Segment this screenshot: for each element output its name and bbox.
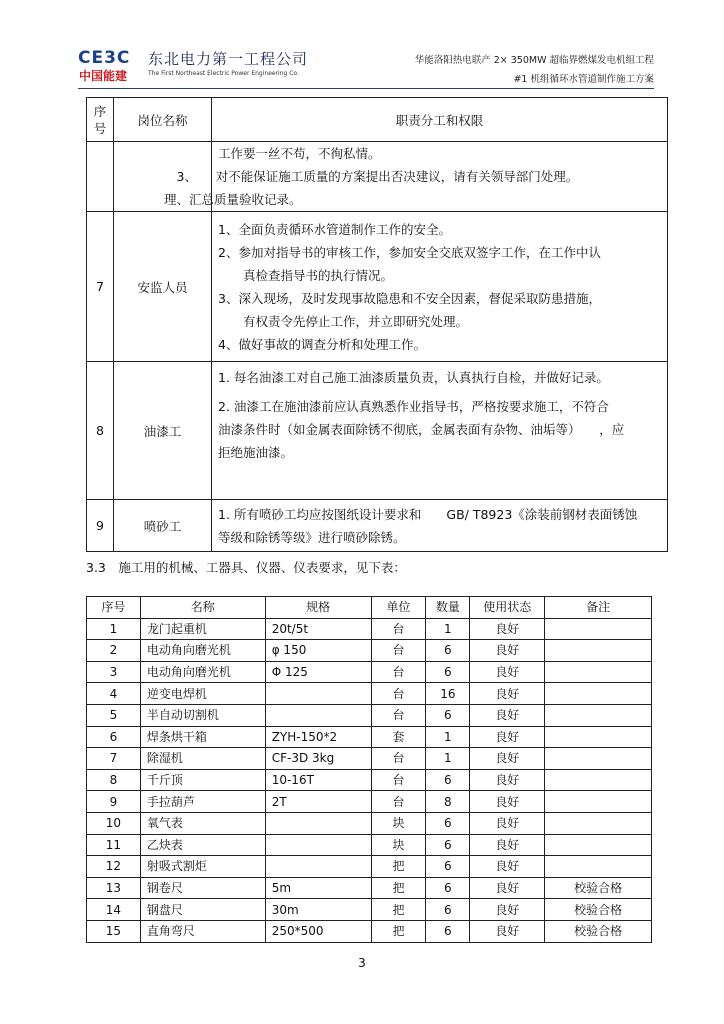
table-row <box>87 812 652 834</box>
equip-cell-status: 良好 <box>470 812 545 834</box>
duty-row-text <box>212 362 668 500</box>
table-row <box>87 683 652 705</box>
duty-line: 工作要一丝不苟，不徇私情。 <box>218 146 381 161</box>
equip-cell-remark <box>545 769 652 791</box>
equip-cell-remark <box>545 704 652 726</box>
duty-line: 等级和除锈等级》进行喷砂除锈。 <box>218 529 406 545</box>
equip-cell-no: 9 <box>87 791 141 813</box>
duty-line: 3、深入现场，及时发现事故隐患和不安全因素，督促采取防患措施， <box>218 290 601 306</box>
equip-cell-unit: 台 <box>371 748 426 770</box>
equip-cell-no: 7 <box>87 748 141 770</box>
equip-cell-no: 3 <box>87 661 141 683</box>
equip-cell-spec <box>265 683 371 705</box>
equip-cell-unit: 把 <box>371 856 426 878</box>
equip-cell-qty: 6 <box>426 899 470 921</box>
equip-cell-no: 11 <box>87 834 141 856</box>
table-row <box>87 791 652 813</box>
equip-cell-name: 除湿机 <box>140 748 265 770</box>
equip-header-status: 使用状态 <box>470 597 545 619</box>
equip-header-unit: 单位 <box>371 597 426 619</box>
equip-cell-unit: 把 <box>371 877 426 899</box>
duty-header-no: 序 号 <box>87 98 114 142</box>
equip-cell-unit: 台 <box>371 640 426 662</box>
equip-cell-spec: 30m <box>265 899 371 921</box>
equip-header-name: 名称 <box>140 597 265 619</box>
equip-cell-qty: 6 <box>426 812 470 834</box>
equip-cell-name: 手拉葫芦 <box>140 791 265 813</box>
duty-line: 有权责令先停止工作，并立即研究处理。 <box>218 313 469 329</box>
duty-line: 3、 对不能保证施工质量的方案提出否决建议，请有关领导部门处理。 <box>89 169 579 184</box>
table-row <box>87 704 652 726</box>
equip-cell-status: 良好 <box>470 920 545 942</box>
section-heading: 3.3 施工用的机械、工器具、仪器、仪表要求，见下表： <box>86 560 406 575</box>
duty-line: 真检查指导书的执行情况。 <box>218 267 394 283</box>
equip-cell-spec <box>265 812 371 834</box>
equip-cell-name: 焊条烘干箱 <box>140 726 265 748</box>
equip-cell-status: 良好 <box>470 704 545 726</box>
equip-cell-qty: 6 <box>426 661 470 683</box>
duty-row <box>87 362 668 500</box>
equip-cell-remark: 校验合格 <box>545 899 652 921</box>
duty-line: 拒绝施油漆。 <box>218 445 294 460</box>
document-title: #1 机组循环水管道制作施工方案 <box>513 74 654 85</box>
equip-cell-remark <box>545 683 652 705</box>
equip-cell-spec <box>265 704 371 726</box>
table-row <box>87 834 652 856</box>
equip-cell-status: 良好 <box>470 748 545 770</box>
duty-line: 2. 油漆工在施油漆前应认真熟悉作业指导书，严格按要求施工，不符合 <box>218 399 609 414</box>
table-row <box>87 661 652 683</box>
equip-cell-remark <box>545 856 652 878</box>
equip-header-remark: 备注 <box>545 597 652 619</box>
equip-cell-qty: 8 <box>426 791 470 813</box>
equip-header-qty: 数量 <box>426 597 470 619</box>
equip-cell-spec: 2T <box>265 791 371 813</box>
equip-cell-no: 4 <box>87 683 141 705</box>
equip-cell-status: 良好 <box>470 899 545 921</box>
equip-cell-name: 钢卷尺 <box>140 877 265 899</box>
equip-cell-unit: 把 <box>371 899 426 921</box>
equip-cell-unit: 台 <box>371 791 426 813</box>
duty-line: 1. 每名油漆工对自己施工油漆质量负责，认真执行自检，并做好记录。 <box>218 370 609 385</box>
equip-cell-no: 1 <box>87 618 141 640</box>
logo-subtitle: 中国能建 <box>79 69 128 83</box>
equip-cell-spec: 250*500 <box>265 920 371 942</box>
equip-cell-remark <box>545 791 652 813</box>
equip-cell-spec: 5m <box>265 877 371 899</box>
table-row <box>87 726 652 748</box>
duty-line: 油漆条件时（如金属表面除锈不彻底，金属表面有杂物、油垢等） ，应 <box>218 422 625 437</box>
equip-cell-name: 氧气表 <box>140 812 265 834</box>
equip-cell-spec: Φ 125 <box>265 661 371 683</box>
equip-cell-qty: 1 <box>426 748 470 770</box>
equip-cell-spec: CF-3D 3kg <box>265 748 371 770</box>
equip-cell-unit: 台 <box>371 769 426 791</box>
equip-cell-spec: ZYH-150*2 <box>265 726 371 748</box>
equip-cell-status: 良好 <box>470 877 545 899</box>
equip-cell-qty: 6 <box>426 834 470 856</box>
equip-cell-qty: 6 <box>426 856 470 878</box>
equip-cell-spec: 20t/5t <box>265 618 371 640</box>
equip-cell-remark <box>545 618 652 640</box>
equip-cell-unit: 台 <box>371 704 426 726</box>
duty-row-no: 8 <box>87 362 114 500</box>
duty-row <box>87 500 668 552</box>
table-row <box>87 920 652 942</box>
equip-cell-no: 8 <box>87 769 141 791</box>
table-row <box>87 877 652 899</box>
duty-line: 1、全面负责循环水管道制作工作的安全。 <box>218 221 451 237</box>
project-title: 华能洛阳热电联产 2× 350MW 超临界燃煤发电机组工程 <box>414 55 654 66</box>
equip-cell-no: 10 <box>87 812 141 834</box>
equip-cell-qty: 6 <box>426 704 470 726</box>
equip-cell-unit: 台 <box>371 661 426 683</box>
logo-mark: CE3C <box>78 48 131 68</box>
duty-header-position: 岗位名称 <box>114 98 212 142</box>
equip-cell-status: 良好 <box>470 661 545 683</box>
equip-cell-status: 良好 <box>470 834 545 856</box>
equip-cell-remark <box>545 640 652 662</box>
table-row <box>87 769 652 791</box>
duty-row <box>87 142 668 212</box>
table-row <box>87 640 652 662</box>
equip-cell-name: 电动角向磨光机 <box>140 661 265 683</box>
equip-cell-no: 5 <box>87 704 141 726</box>
equip-cell-remark: 校验合格 <box>545 920 652 942</box>
equip-cell-status: 良好 <box>470 640 545 662</box>
company-logo <box>78 48 140 84</box>
duty-line: 2、参加对指导书的审核工作，参加安全交底双签字工作，在工作中认 <box>218 244 601 260</box>
company-name-cn: 东北电力第一工程公司 <box>148 50 309 68</box>
equip-header-spec: 规格 <box>265 597 371 619</box>
equip-cell-remark: 校验合格 <box>545 877 652 899</box>
table-row <box>87 618 652 640</box>
equip-cell-unit: 台 <box>371 683 426 705</box>
duty-row-position: 安监人员 <box>114 212 212 362</box>
equip-cell-remark <box>545 812 652 834</box>
equip-cell-remark <box>545 748 652 770</box>
equip-cell-no: 2 <box>87 640 141 662</box>
equip-cell-name: 千斤顶 <box>140 769 265 791</box>
equip-cell-remark <box>545 834 652 856</box>
duty-line: 4、做好事故的调查分析和处理工作。 <box>218 336 426 352</box>
duty-row-text <box>212 212 668 362</box>
equip-cell-status: 良好 <box>470 769 545 791</box>
equip-cell-status: 良好 <box>470 856 545 878</box>
page-number: 3 <box>358 956 366 970</box>
equip-cell-unit: 把 <box>371 920 426 942</box>
page-header <box>78 44 654 89</box>
equip-cell-qty: 6 <box>426 640 470 662</box>
equip-cell-qty: 1 <box>426 618 470 640</box>
equip-cell-status: 良好 <box>470 726 545 748</box>
table-row <box>87 748 652 770</box>
company-name-en: The First Northeast Electric Power Engineering Co. <box>148 70 299 77</box>
duty-row-text <box>89 142 668 212</box>
equip-cell-no: 14 <box>87 899 141 921</box>
equip-cell-qty: 6 <box>426 877 470 899</box>
duty-line: 1. 所有喷砂工均应按图纸设计要求和 GB/ T8923《涂装前钢材表面锈蚀 <box>218 506 638 522</box>
equip-cell-spec: φ 150 <box>265 640 371 662</box>
duty-row-text <box>212 500 668 552</box>
duty-row-no: 9 <box>87 500 114 552</box>
equip-cell-name: 电动角向磨光机 <box>140 640 265 662</box>
equip-cell-qty: 16 <box>426 683 470 705</box>
equip-cell-remark <box>545 661 652 683</box>
table-row <box>87 856 652 878</box>
equip-cell-no: 6 <box>87 726 141 748</box>
equip-cell-status: 良好 <box>470 618 545 640</box>
equip-cell-no: 15 <box>87 920 141 942</box>
equip-cell-no: 13 <box>87 877 141 899</box>
duty-table <box>86 97 668 552</box>
table-row <box>87 899 652 921</box>
equip-cell-name: 乙炔表 <box>140 834 265 856</box>
duty-row-no: 7 <box>87 212 114 362</box>
equip-cell-name: 直角弯尺 <box>140 920 265 942</box>
equip-cell-spec <box>265 834 371 856</box>
equip-cell-name: 龙门起重机 <box>140 618 265 640</box>
duty-header-duty: 职责分工和权限 <box>212 98 668 142</box>
duty-row-position: 喷砂工 <box>114 500 212 552</box>
equip-cell-qty: 6 <box>426 769 470 791</box>
equip-cell-unit: 套 <box>371 726 426 748</box>
equip-cell-spec <box>265 856 371 878</box>
equip-header-no: 序号 <box>87 597 141 619</box>
equip-cell-no: 12 <box>87 856 141 878</box>
equip-cell-unit: 块 <box>371 812 426 834</box>
equip-cell-qty: 1 <box>426 726 470 748</box>
equip-cell-spec: 10-16T <box>265 769 371 791</box>
equip-cell-status: 良好 <box>470 791 545 813</box>
equip-cell-name: 钢盘尺 <box>140 899 265 921</box>
equip-cell-unit: 台 <box>371 618 426 640</box>
duty-line: 理、汇总质量验收记录。 <box>89 192 302 207</box>
equip-cell-name: 逆变电焊机 <box>140 683 265 705</box>
duty-row-position: 油漆工 <box>114 362 212 500</box>
equip-cell-name: 半自动切割机 <box>140 704 265 726</box>
equip-cell-remark <box>545 726 652 748</box>
equip-cell-name: 射吸式割炬 <box>140 856 265 878</box>
duty-row <box>87 212 668 362</box>
header-divider <box>78 88 654 89</box>
equipment-table <box>86 596 652 943</box>
equip-cell-qty: 6 <box>426 920 470 942</box>
equip-cell-unit: 块 <box>371 834 426 856</box>
equip-cell-status: 良好 <box>470 683 545 705</box>
